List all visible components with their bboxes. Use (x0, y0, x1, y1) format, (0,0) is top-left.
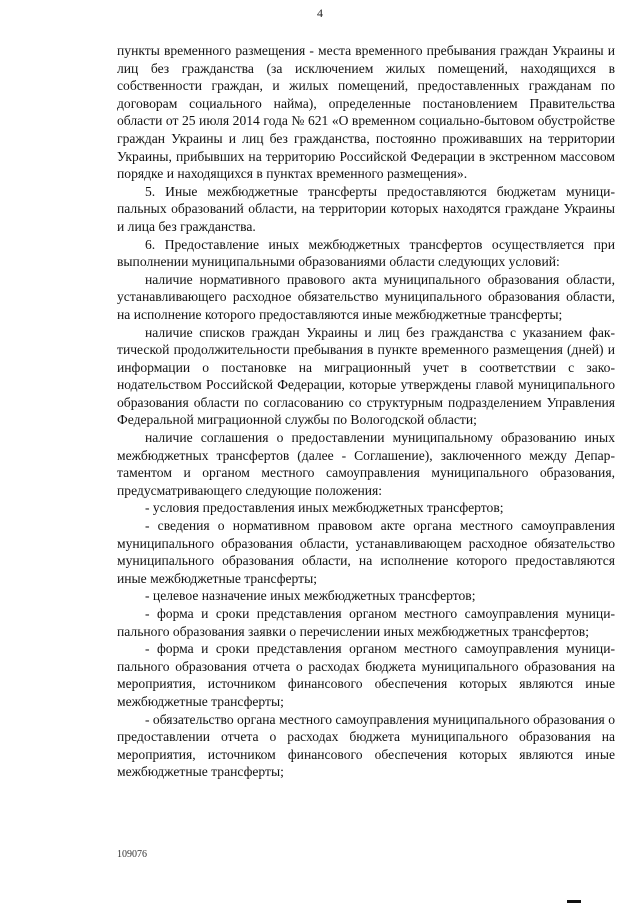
paragraph: пункты временного размещения - места временного пребывания граждан Украины и лиц без гражданства (за исключением жилых помещений, находящихся в собственности граждан, и жилых помещений, предоставленных гражданам по договорам социального найма), определенные постановлением Правительства области от 25 июля 2014 года № 621 «О временном социально-бытовом обустройстве граждан Украины и лиц без гражданства, постоянно проживавших на территории Украины, прибывших на территорию Российской Федерации в экстренном массовом порядке и находящихся в пунктах временного размещения». (117, 43, 615, 182)
paragraph: - форма и сроки представления органом местного самоуправления муниципального образования отчета о расходах бюджета муниципального образования на мероприятия, источником финансового обеспечения которых являются иные межбюджетные трансферты; (117, 641, 615, 709)
paragraph: 5. Иные межбюджетные трансферты предоставляются бюджетам муниципальных образований области, на территории которых находятся граждане Украины и лица без гражданства. (117, 183, 615, 234)
page-number: 4 (317, 6, 323, 20)
paragraph: - обязательство органа местного самоуправления муниципального образования о предоставлении отчета о расходах бюджета муниципального образования на мероприятия, источником финансового обеспечения которых являются иные межбюджетные трансферты; (117, 711, 616, 780)
paragraph: - целевое назначение иных межбюджетных трансфертов; (145, 588, 476, 604)
paragraph: - форма и сроки представления органом местного самоуправления муниципального образования заявки о перечислении иных межбюджетных трансфертов; (117, 606, 615, 639)
paragraph: наличие соглашения о предоставлении муниципальному образованию иных межбюджетных трансфертов (далее - Соглашение), заключенного между Департаментом и органом местного самоуправления муниципального образования, предусматривающего следующие положения: (117, 430, 615, 498)
paragraph: наличие нормативного правового акта муниципального образования области, устанавливающего расходное обязательство муниципального образования области, на исполнение которого предоставляются иные межбюджетные трансферты; (117, 271, 615, 322)
paragraph: - условия предоставления иных межбюджетных трансфертов; (145, 500, 504, 516)
paragraph: наличие списков граждан Украины и лиц без гражданства с указанием фактической продолжительности пребывания в пункте временного размещения (дней) и информации о постановке на миграционный учет в соответствии с законодательством Российской Федерации, которые утверждены главой муниципального образования области по согласованию со структурным подразделением Управления Федеральной миграционной службы по Вологодской области; (117, 324, 615, 428)
document-code: 109076 (117, 849, 147, 860)
scan-edge-mark (567, 900, 581, 903)
document-body (117, 42, 615, 781)
paragraph: - сведения о нормативном правовом акте органа местного самоуправления муниципального образования области, устанавливающем расходное обязательство муниципального образования области, на исполнение которого предоставляются иные межбюджетные трансферты; (117, 518, 615, 586)
paragraph: 6. Предоставление иных межбюджетных трансфертов осуществляется при выполнении муниципальными образованиями области следующих условий: (117, 236, 615, 270)
